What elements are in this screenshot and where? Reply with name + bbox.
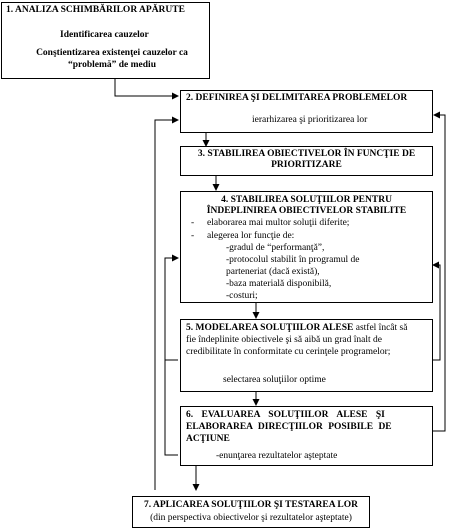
- step-6-line2: ELABORAREA DIRECŢIILOR POSIBILE DE: [186, 422, 392, 432]
- step-4-sub2-line2: parteneriat (dacă există),: [226, 267, 320, 277]
- step-5-title: 5. MODELAREA SOLUŢIILOR ALESE: [186, 323, 354, 333]
- step-4-bullet2: alegerea lor funcţie de:: [207, 231, 295, 241]
- step-3-line1: 3. STABILIREA OBIECTIVELOR ÎN FUNCŢIE DE: [197, 149, 416, 159]
- step-1-awareness-line2: “problemă” de mediu: [68, 60, 156, 70]
- loop-left-to-2: [155, 120, 178, 490]
- step-4-sub4: -costuri;: [226, 291, 258, 301]
- step-4-sub3: -baza materială disponibilă,: [226, 279, 332, 289]
- step-5-line2: fie îndeplinite obiectivele şi să aibă un grad înalt de: [186, 335, 383, 345]
- step-1-title: 1. ANALIZA SCHIMBĂRILOR APĂRUTE: [6, 5, 185, 15]
- step-4-line2: ÎNDEPLINIREA OBIECTIVELOR STABILITE: [206, 206, 407, 216]
- step-1-awareness-line1: Conştientizarea existenţei cauzelor ca: [36, 48, 188, 58]
- step-1-causes: Identificarea cauzelor: [60, 30, 149, 40]
- step-3-line2: PRIORITIZARE: [271, 160, 342, 170]
- step-4-bullet1: elaborarea mai multor soluţii diferite;: [207, 218, 350, 228]
- step-6-line1: 6. EVALUAREA SOLUŢIILOR ALESE ŞI: [186, 410, 385, 420]
- step-2-title: 2. DEFINIREA ŞI DELIMITAREA PROBLEMELOR: [186, 93, 408, 103]
- step-6-line3: ACŢIUNE: [186, 434, 230, 444]
- step-2-sub: ierarhizarea şi prioritizarea lor: [252, 115, 368, 125]
- step-6-sub: -enunţarea rezultatelor aşteptate: [216, 451, 338, 461]
- step-5-line1: [186, 323, 407, 334]
- loop-left-6-5: [165, 360, 178, 455]
- step-5-sub: selectarea soluţiilor optime: [223, 375, 326, 385]
- step-4-bullet1-dash: -: [191, 218, 195, 228]
- loop-right-6-to-2: [433, 115, 445, 431]
- loop-left-to-4: [165, 258, 178, 360]
- step-7-line2: (din perspectiva obiectivelor şi rezultatelor aşteptate): [150, 513, 352, 523]
- step-7-line1: 7. APLICAREA SOLUŢIILOR ŞI TESTAREA LOR: [144, 500, 358, 510]
- step-4-sub2-line1: -protocolul stabilit în programul de: [226, 255, 360, 265]
- step-5-line3: credibilitate în conformitate cu cerinţele programelor;: [186, 347, 391, 357]
- arrow-1-to-2: [115, 78, 178, 96]
- step-4-sub1: -gradul de “performanţă”,: [226, 243, 325, 253]
- step-4-bullet2-dash: -: [191, 231, 195, 241]
- step-5-line1-rest: astfel încât să: [353, 323, 408, 333]
- loop-right-5-to-4: [433, 265, 440, 360]
- step-4-line1: 4. STABILIREA SOLUŢIILOR PENTRU: [221, 195, 392, 205]
